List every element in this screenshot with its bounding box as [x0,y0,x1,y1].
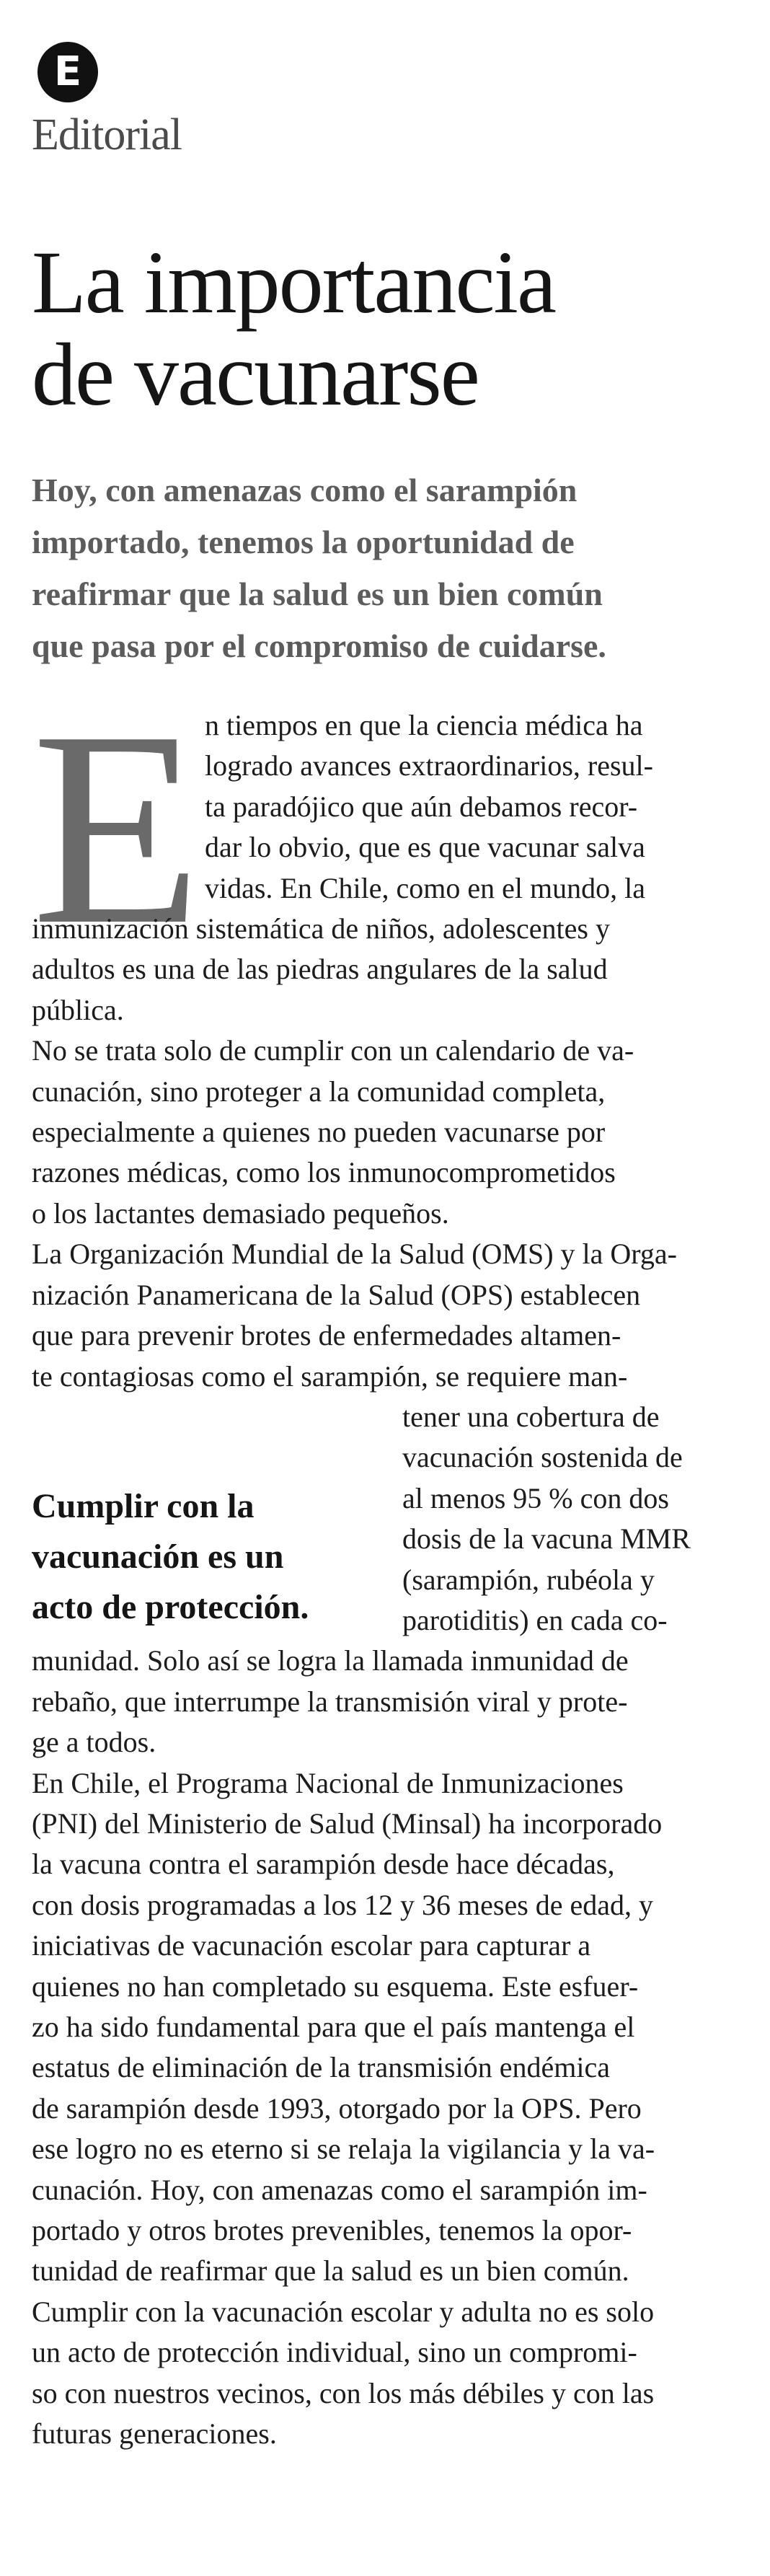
body-line: cunación, sino proteger a la comunidad completa, [32,1075,606,1108]
body-line: tener una cobertura de [402,1400,660,1433]
pull-quote-line: vacunación es un [32,1538,284,1576]
body-line: ge a todos. [32,1726,156,1759]
body-line: vacunación sostenida de [402,1441,683,1474]
body-line: cunación. Hoy, con amenazas como el sarampión im- [32,2173,647,2206]
body-line: al menos 95 % con dos [402,1481,669,1514]
drop-cap: E [32,674,202,982]
body-line: pública. [32,993,124,1026]
body-line: En Chile, el Programa Nacional de Inmunizaciones [32,1766,624,1799]
body-line: vidas. En Chile, como en el mundo, la [205,871,645,904]
headline-line: de vacunarse [32,325,479,424]
body-line: Cumplir con la vacunación escolar y adulta no es solo [32,2295,655,2328]
lede-line: reafirmar que la salud es un bien común [32,575,603,612]
lede-line: que pasa por el compromiso de cuidarse. [32,627,606,664]
editorial-badge: E [37,42,98,102]
body-line: que para prevenir brotes de enfermedades altamen- [32,1319,621,1352]
body-line: munidad. Solo así se logra la llamada inmunidad de [32,1644,629,1677]
body-line: n tiempos en que la ciencia médica ha [205,709,643,741]
body-line: ese logro no es eterno si se relaja la vigilancia y la va- [32,2132,655,2166]
headline [32,233,555,424]
body-line: logrado avances extraordinarios, resul- [205,749,653,782]
body-line: iniciativas de vacunación escolar para capturar a [32,1929,591,1962]
body-line: (sarampión, rubéola y [402,1563,655,1596]
body-line: inmunización sistemática de niños, adolescentes y [32,912,610,945]
body-line: con dosis programadas a los 12 y 36 meses de edad, y [32,1888,654,1921]
body-line: nización Panamericana de la Salud (OPS) establecen [32,1278,641,1311]
body-line: estatus de eliminación de la transmisión endémica [32,2051,610,2084]
body-line: un acto de protección individual, sino un compromi- [32,2336,637,2369]
body-line: rebaño, que interrumpe la transmisión viral y prote- [32,1685,628,1718]
body-line: parotiditis) en cada co- [402,1603,668,1636]
body-line: la vacuna contra el sarampión desde hace décadas, [32,1848,615,1881]
headline-line: La importancia [32,233,555,332]
body-line: zo ha sido fundamental para que el país mantenga el [32,2011,635,2043]
body-line: ta paradójico que aún debamos recor- [205,790,638,823]
body-line: No se trata solo de cumplir con un calendario de va- [32,1034,634,1067]
section-label: Editorial [32,110,182,159]
body-line: quienes no han completado su esquema. Este esfuer- [32,1970,639,2003]
body-line: de sarampión desde 1993, otorgado por la OPS. Pero [32,2091,642,2125]
body-line: dar lo obvio, que es que vacunar salva [205,831,645,864]
lede [32,464,745,672]
body-line: (PNI) del Ministerio de Salud (Minsal) ha incorporado [32,1807,663,1840]
pull-quote-line: Cumplir con la [32,1487,255,1525]
pull-quote-line: acto de protección. [32,1588,309,1626]
body-line: so con nuestros vecinos, con los más débiles y con las [32,2376,655,2409]
lede-line: Hoy, con amenazas como el sarampión [32,472,578,508]
pull-quote [32,1481,309,1633]
body-line: te contagiosas como el sarampión, se requiere man- [32,1359,628,1393]
body-line: especialmente a quienes no pueden vacunarse por [32,1116,606,1149]
lede-line: importado, tenemos la oportunidad de [32,524,575,560]
body-line: razones médicas, como los inmunocomprometidos [32,1156,616,1189]
body-line: o los lactantes demasiado pequeños. [32,1196,449,1230]
body-line: portado y otros brotes prevenibles, tenemos la opor- [32,2214,632,2247]
body-line: tunidad de reafirmar que la salud es un bien común. [32,2254,629,2288]
body-line: futuras generaciones. [32,2417,277,2451]
body-line: adultos es una de las piedras angulares de la salud [32,953,608,986]
body-line: dosis de la vacuna MMR [402,1522,691,1556]
body-line: La Organización Mundial de la Salud (OMS) y la Orga- [32,1238,677,1271]
